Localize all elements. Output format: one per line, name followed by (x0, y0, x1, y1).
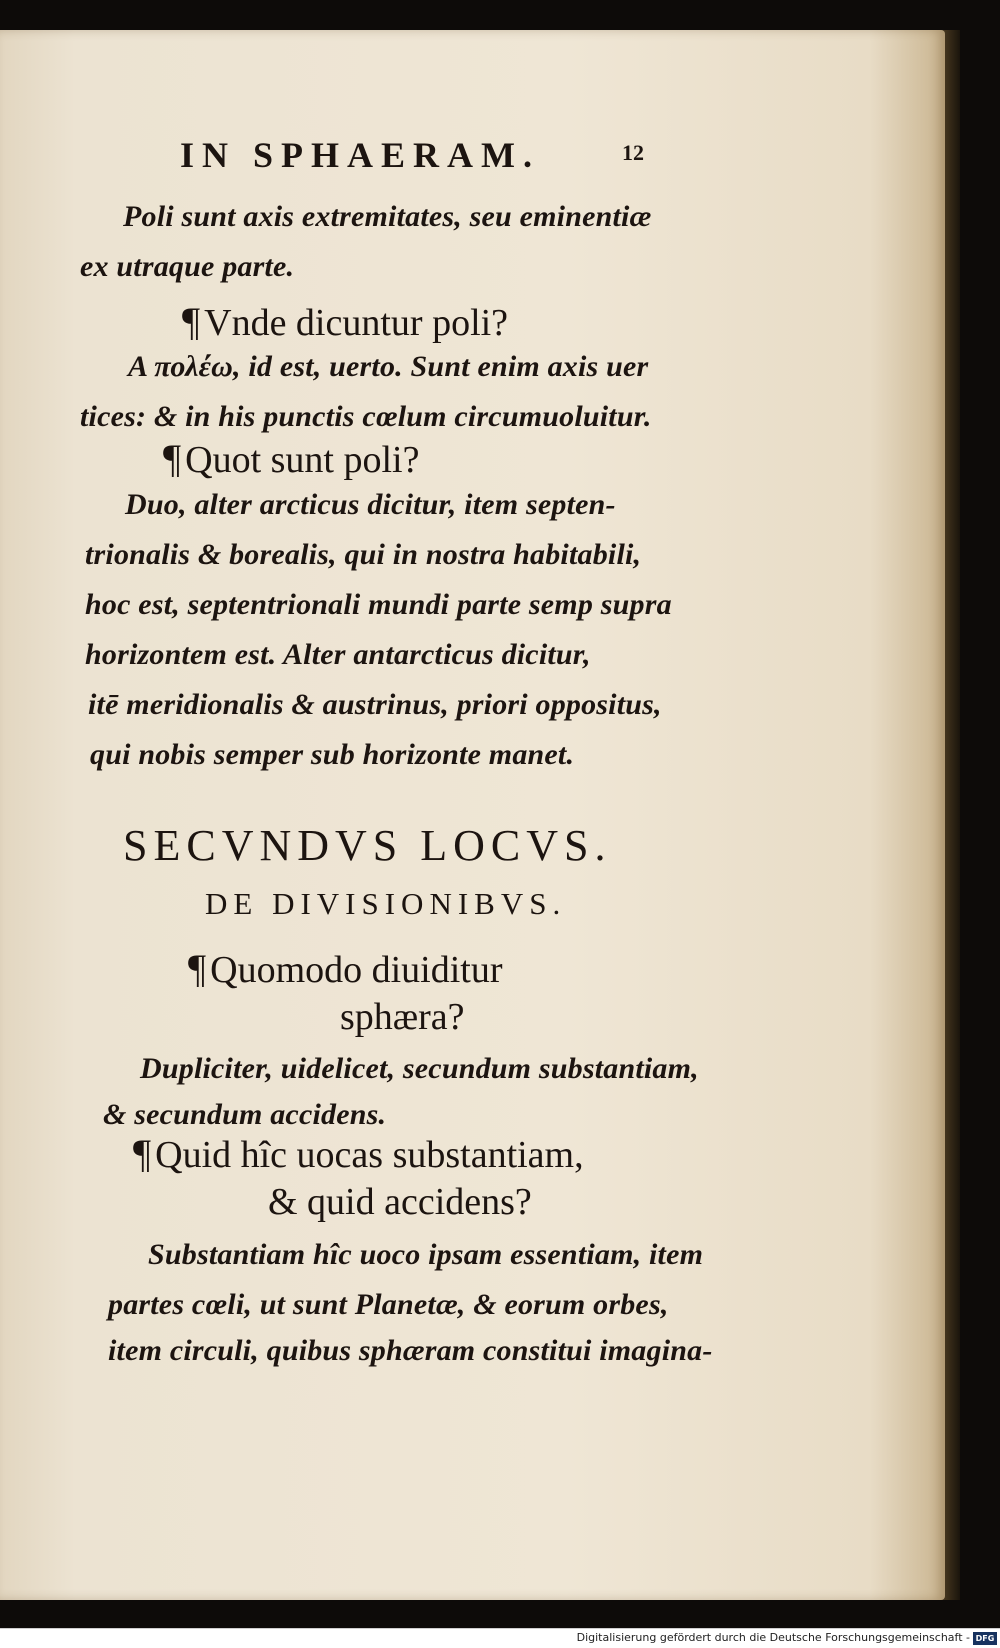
dfg-logo-icon: DFG (973, 1632, 997, 1645)
text-line: horizontem est. Alter antarcticus dicitur, (85, 638, 591, 671)
text-line: item circuli, quibus sphæram constitui imagina- (108, 1334, 713, 1367)
question-line (188, 945, 503, 992)
question-text: Vnde dicuntur poli? (204, 302, 509, 344)
pilcrow-mark: ¶ (182, 299, 201, 344)
running-header: IN SPHAERAM. (180, 135, 541, 175)
question-text: Quot sunt poli? (185, 439, 420, 481)
funding-credit: Digitalisierung gefördert durch die Deutsche Forschungsgemeinschaft - (576, 1631, 970, 1644)
pilcrow-mark: ¶ (133, 1131, 152, 1176)
digitization-footer (0, 1628, 1000, 1648)
text-line: hoc est, septentrionali mundi parte semp supra (85, 588, 672, 621)
question-text: Quomodo diuiditur (210, 949, 503, 991)
section-heading: SECVNDVS LOCVS. (123, 821, 612, 870)
text-line: partes cœli, ut sunt Planetæ, & eorum orbes, (108, 1288, 669, 1321)
question-line-continued: & quid accidens? (268, 1181, 532, 1223)
text-line: ex utraque parte. (80, 250, 295, 283)
text-line: A πολέω, id est, uerto. Sunt enim axis uer (128, 350, 649, 383)
question-line (163, 435, 419, 482)
text-line: Duo, alter arcticus dicitur, item septen- (125, 488, 616, 521)
text-line: Dupliciter, uidelicet, secundum substantiam, (140, 1052, 699, 1085)
text-line: trionalis & borealis, qui in nostra habitabili, (85, 538, 642, 571)
text-line: & secundum accidens. (103, 1098, 387, 1131)
section-subheading: DE DIVISIONIBVS. (205, 886, 567, 921)
text-line: itē meridionalis & austrinus, priori oppositus, (88, 688, 662, 721)
pilcrow-mark: ¶ (188, 946, 207, 991)
question-line (182, 298, 508, 345)
pilcrow-mark: ¶ (163, 436, 182, 481)
question-text: Quid hîc uocas substantiam, (155, 1134, 584, 1176)
question-line-continued: sphæra? (340, 996, 465, 1038)
question-line (133, 1130, 584, 1177)
folio-number: 12 (622, 140, 644, 165)
text-line: tices: & in his punctis cœlum circumuoluitur. (80, 400, 652, 433)
text-line: qui nobis semper sub horizonte manet. (90, 738, 575, 771)
text-line: Substantiam hîc uoco ipsam essentiam, item (148, 1238, 704, 1271)
book-page (0, 30, 945, 1600)
text-line: Poli sunt axis extremitates, seu eminentiæ (123, 200, 652, 233)
